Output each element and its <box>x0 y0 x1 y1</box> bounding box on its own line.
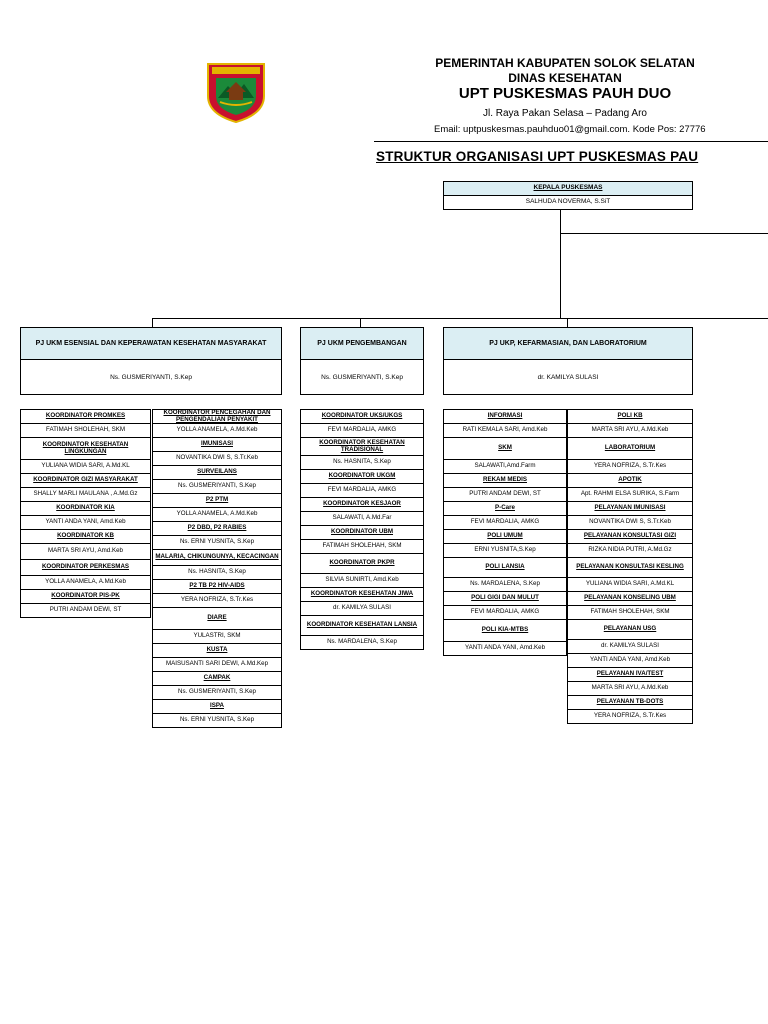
unit-title: CAMPAK <box>152 671 282 686</box>
unit-staff-name: Ns. MARDALENA, S.Kep <box>300 635 424 650</box>
unit-title: PELAYANAN USG <box>567 619 693 640</box>
unit-staff-name: dr. KAMILYA SULASI <box>567 639 693 654</box>
unit-title: KOORDINATOR PERKESMAS <box>20 559 151 576</box>
unit-staff-name: Ns. GUSMERIYANTI, S.Kep <box>152 479 282 494</box>
unit-staff-name: FATIMAH SHOLEHAH, SKM <box>567 605 693 620</box>
unit-staff-name: YULIANA WIDIA SARI, A.Md.KL <box>567 577 693 592</box>
unit-staff-name: FEVI MARDALIA, AMKG <box>443 605 567 620</box>
unit-title: KUSTA <box>152 643 282 658</box>
pj-name: Ns. GUSMERIYANTI, S.Kep <box>110 373 192 381</box>
connector-line <box>152 318 768 319</box>
unit-title: POLI LANSIA <box>443 557 567 578</box>
pj-role: PJ UKP, KEFARMASIAN, DAN LABORATORIUM <box>444 328 692 360</box>
kabupaten-logo <box>204 62 268 124</box>
unit-staff-name: MARTA SRI AYU, A.Md.Keb <box>567 423 693 438</box>
kepala-role: KEPALA PUSKESMAS <box>444 182 692 196</box>
unit-staff-name: YERA NOFRIZA, S.Tr.Kes <box>152 593 282 608</box>
unit-staff-name: PUTRI ANDAM DEWI, ST <box>443 487 567 502</box>
unit-staff-name: Apt. RAHMI ELSA SURIKA, S.Farm <box>567 487 693 502</box>
unit-staff-name: YOLLA ANAMELA, A.Md.Keb <box>20 575 151 590</box>
header-institution: UPT PUSKESMAS PAUH DUO <box>458 85 672 102</box>
unit-staff-name: MARTA SRI AYU, Amd.Keb <box>20 543 151 560</box>
unit-title: SURVEILANS <box>152 465 282 480</box>
unit-title: SKM <box>443 437 567 460</box>
unit-title: DIARE <box>152 607 282 630</box>
unit-staff-name: YANTI ANDA YANI, Amd.Keb <box>567 653 693 668</box>
header-address: Jl. Raya Pakan Selasa – Padang Aro <box>483 108 647 119</box>
kepala-name: SALHUDA NOVERMA, S.SiT <box>525 198 611 206</box>
page-title: STRUKTUR ORGANISASI UPT PUSKESMAS PAU <box>376 149 699 164</box>
unit-staff-name: NOVANTIKA DWI S, S.Tr.Keb <box>152 451 282 466</box>
unit-staff-name: SILVIA SUNIRTI, Amd.Keb <box>300 573 424 588</box>
unit-staff-name: YERA NOFRIZA, S.Tr.Kes <box>567 709 693 724</box>
unit-staff-name: MAISUSANTI SARI DEWI, A.Md.Kep <box>152 657 282 672</box>
unit-title: KOORDINATOR KIA <box>20 501 151 516</box>
unit-staff-name: YANTI ANDA YANI, Amd.Keb <box>443 641 567 656</box>
pj-box <box>443 327 693 395</box>
unit-title: P2 TB P2 HIV-AIDS <box>152 579 282 594</box>
unit-title: P2 PTM <box>152 493 282 508</box>
unit-staff-name: YANTI ANDA YANI, Amd.Keb <box>20 515 151 530</box>
unit-title: KOORDINATOR UKGM <box>300 469 424 484</box>
unit-staff-name: ERNI YUSNITA,S.Kep <box>443 543 567 558</box>
unit-title: LABORATORIUM <box>567 437 693 460</box>
unit-title: KOORDINATOR KESEHATAN LANSIA <box>300 615 424 636</box>
unit-staff-name: FEVI MARDALIA, AMKG <box>300 423 424 438</box>
unit-title: P-Care <box>443 501 567 516</box>
unit-title: KOORDINATOR KESJAOR <box>300 497 424 512</box>
unit-staff-name: YULASTRI, SKM <box>152 629 282 644</box>
pj-name: Ns. GUSMERIYANTI, S.Kep <box>321 373 403 381</box>
unit-title: KOORDINATOR PROMKES <box>20 409 151 424</box>
unit-title: KOORDINATOR PIS-PK <box>20 589 151 604</box>
unit-staff-name: RATI KEMALA SARI, Amd.Keb <box>443 423 567 438</box>
unit-staff-name: SHALLY MARLI MAULANA , A.Md.Gz <box>20 487 151 502</box>
pj-box <box>300 327 424 395</box>
header-divider <box>374 141 768 142</box>
header-contact: Email: uptpuskesmas.pauhduo01@gmail.com. Kode Pos: 27776 <box>434 124 706 135</box>
unit-title: POLI KIA-MTBS <box>443 619 567 642</box>
unit-title: KOORDINATOR UBM <box>300 525 424 540</box>
kepala-box <box>443 181 693 210</box>
unit-title: KOORDINATOR KB <box>20 529 151 544</box>
unit-staff-name: FATIMAH SHOLEHAH, SKM <box>300 539 424 554</box>
pj-name: dr. KAMILYA SULASI <box>537 373 599 381</box>
unit-staff-name: SALAWATI, A.Md.Far <box>300 511 424 526</box>
unit-staff-name: Ns. MARDALENA, S.Kep <box>443 577 567 592</box>
unit-staff-name: Ns. ERNI YUSNITA, S.Kep <box>152 535 282 550</box>
unit-staff-name: Ns. GUSMERIYANTI, S.Kep <box>152 685 282 700</box>
unit-title: KOORDINATOR KESEHATAN LINGKUNGAN <box>20 437 151 460</box>
header-department: DINAS KESEHATAN <box>508 71 622 85</box>
unit-title: PELAYANAN KONSELING UBM <box>567 591 693 606</box>
unit-staff-name: YOLLA ANAMELA, A.Md.Keb <box>152 507 282 522</box>
unit-staff-name: FATIMAH SHOLEHAH, SKM <box>20 423 151 438</box>
unit-title: PELAYANAN KONSULTASI KESLING <box>567 557 693 578</box>
unit-title: POLI KB <box>567 409 693 424</box>
pj-role: PJ UKM ESENSIAL DAN KEPERAWATAN KESEHATAN MASYARAKAT <box>21 328 281 360</box>
unit-title: MALARIA, CHIKUNGUNYA, KECACINGAN <box>152 549 282 566</box>
unit-title: KOORDINATOR GIZI MASYARAKAT <box>20 473 151 488</box>
unit-title: KOORDINATOR PENCEGAHAN DAN PENGENDALIAN PENYAKIT <box>152 409 282 424</box>
unit-title: ISPA <box>152 699 282 714</box>
unit-staff-name: MARTA SRI AYU, A.Md.Keb <box>567 681 693 696</box>
unit-title: INFORMASI <box>443 409 567 424</box>
unit-title: KOORDINATOR KESEHATAN TRADISIONAL <box>300 437 424 456</box>
unit-title: PELAYANAN IMUNISASI <box>567 501 693 516</box>
unit-title: APOTIK <box>567 473 693 488</box>
unit-title: POLI UMUM <box>443 529 567 544</box>
unit-staff-name: FEVI MARDALIA, AMKG <box>300 483 424 498</box>
unit-title: KOORDINATOR UKS/UKGS <box>300 409 424 424</box>
unit-title: KOORDINATOR PKPR <box>300 553 424 574</box>
header-government: PEMERINTAH KABUPATEN SOLOK SELATAN <box>435 56 695 70</box>
unit-title: IMUNISASI <box>152 437 282 452</box>
unit-staff-name: RIZKA NIDIA PUTRI, A.Md.Gz <box>567 543 693 558</box>
unit-staff-name: PUTRI ANDAM DEWI, ST <box>20 603 151 618</box>
connector-line <box>560 233 768 234</box>
unit-title: POLI GIGI DAN MULUT <box>443 591 567 606</box>
unit-staff-name: YOLLA ANAMELA, A.Md.Keb <box>152 423 282 438</box>
pj-role: PJ UKM PENGEMBANGAN <box>301 328 423 360</box>
unit-staff-name: Ns. HASNITA, S.Kep <box>300 455 424 470</box>
unit-title: REKAM MEDIS <box>443 473 567 488</box>
unit-staff-name: dr. KAMILYA SULASI <box>300 601 424 616</box>
unit-title: P2 DBD, P2 RABIES <box>152 521 282 536</box>
unit-title: PELAYANAN IVA/TEST <box>567 667 693 682</box>
unit-staff-name: YULIANA WIDIA SARI, A.Md.KL <box>20 459 151 474</box>
unit-title: PELAYANAN TB-DOTS <box>567 695 693 710</box>
unit-staff-name: SALAWATI,Amd.Farm <box>443 459 567 474</box>
unit-title: PELAYANAN KONSULTASI GIZI <box>567 529 693 544</box>
unit-staff-name: Ns. ERNI YUSNITA, S.Kep <box>152 713 282 728</box>
unit-staff-name: FEVI MARDALIA, AMKG <box>443 515 567 530</box>
pj-box <box>20 327 282 395</box>
unit-staff-name: NOVANTIKA DWI S, S.Tr.Keb <box>567 515 693 530</box>
connector-line <box>560 210 561 318</box>
unit-title: KOORDINATOR KESEHATAN JIWA <box>300 587 424 602</box>
unit-staff-name: YERA NOFRIZA, S.Tr.Kes <box>567 459 693 474</box>
unit-staff-name: Ns. HASNITA, S.Kep <box>152 565 282 580</box>
